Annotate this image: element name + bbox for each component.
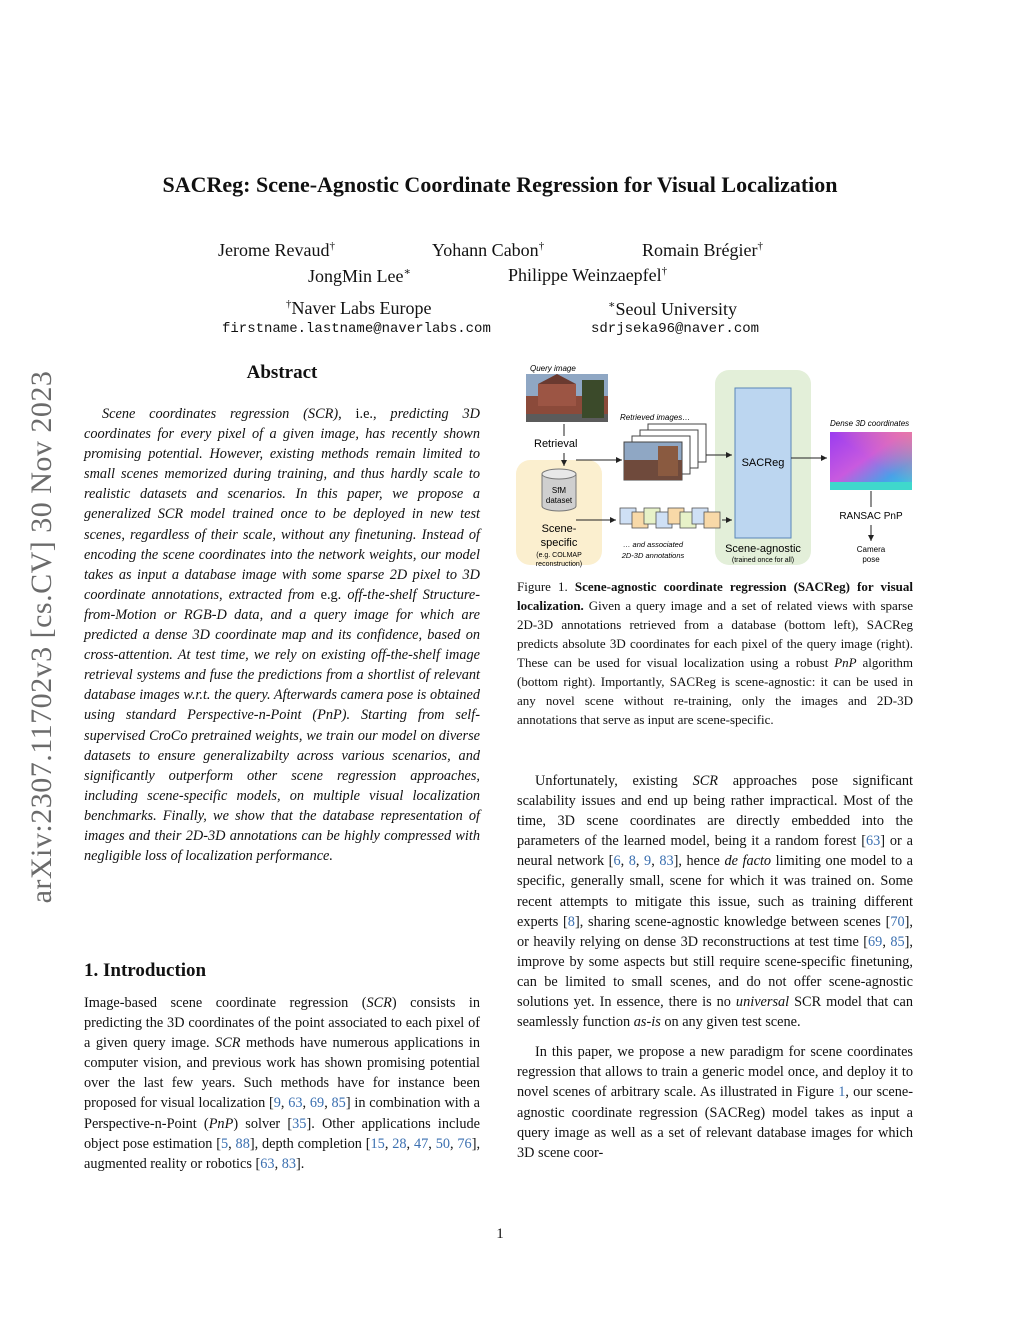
paragraph-in-this-paper: In this paper, we propose a new paradigm for scene coordinates regression that allows to train a generic model once, and deploy it to novel scenes of arbitrary scale. As illustrated in Figure 1, our scene-agnostic coordinate regression (SACReg) model takes as input a query image as well as a set of relevant database images for which 3D scene coor- <box>517 1044 913 1161</box>
label-pose: pose <box>862 555 880 564</box>
intro-paragraph: Image-based scene coordinate regression (SCR) consists in predicting the 3D coordinates of the point associated to each pixel of a given query image. SCR methods have numerous applications in computer vision, and previous work has shown promising potential over the last few years. Such methods have for instance been proposed for visual localization [9, 63, 69, 85] in combination with a Perspective-n-Point (PnP) solver [35]. Other applications include object pose estimation [5, 88], depth completion [15, 28, 47, 50, 76], augmented reality or robotics [63, 83]. <box>84 995 481 1172</box>
label-dataset: dataset <box>545 496 573 505</box>
label-ransac-pnp: RANSAC PnP <box>839 511 903 522</box>
page-number: 1 <box>496 1226 504 1242</box>
label-sfm: SfM <box>551 486 567 495</box>
paper-title: SACReg: Scene-Agnostic Coordinate Regression for Visual Localization <box>162 172 838 197</box>
label-retrieved-images: Retrieved images… <box>620 413 691 422</box>
intro-heading: 1. Introduction <box>84 960 207 981</box>
label-trained-once: (trained once for all) <box>731 557 795 564</box>
arxiv-stamp: arXiv:2307.11702v3 [cs.CV] 30 Nov 2023 <box>25 370 58 904</box>
paragraph-unfortunately: Unfortunately, existing SCR approaches pose significant scalability issues and end up being rather impractical. Most of the time, 3D scene coordinates are directly embedded into the parameters of the learned model, being it a random forest [63] or a neural network [6, 8, 9, 83], hence de facto limiting one model to a specific, generally small, scene for which it was trained on. Some recent attempts to mitigate this issue, such as training different experts [8], sharing scene-agnostic knowledge between scenes [70], or heavily relying on dense 3D reconstructions at test time [69, 85], improve by some aspects but still require scene-specific finetuning, can be limited to small scenes, and do not offer scene-agnostic solutions yet. In essence, there is no universal SCR model that can seamlessly function as-is on any given test scene. <box>517 773 913 1031</box>
author-yohann-cabon: Yohann Cabon† <box>432 240 545 260</box>
label-annotations: 2D-3D annotations <box>621 551 685 560</box>
label-specific: specific <box>540 537 578 549</box>
right-column-text <box>517 771 913 1163</box>
author-jongmin-lee: JongMin Lee∗ <box>308 266 411 286</box>
dense-3d-map <box>830 432 912 490</box>
label-sacreg: SACReg <box>741 457 785 469</box>
label-scene: Scene- <box>541 523 577 535</box>
affiliation-naver: †Naver Labs Europe <box>286 298 432 318</box>
label-colmap: (e.g. COLMAP <box>536 552 582 559</box>
label-associated: … and associated <box>622 540 684 549</box>
label-dense-3d: Dense 3D coordinates <box>830 419 910 428</box>
abstract-text: Scene coordinates regression (SCR), i.e., predicting 3D coordinates for every pixel of a given image, has recently shown promising potential. However, existing methods remain limited to small scenes memorized during training, and thus hardly scale to realistic datasets and scenarios. In this paper, we propose a generalized SCR model trained once to be deployed in new test scenes, regardless of their scale, without any finetuning. Instead of encoding the scene coordinates into the network weights, our model takes as input a database image with some sparse 2D pixel to 3D coordinate annotations, extracted from e.g. off-the-shelf Structure-from-Motion or RGB-D data, and a query image for which are predicted a dense 3D coordinate map and its confidence, based on cross-attention. At test time, we rely on existing off-the-shelf image retrieval systems and fuse the predictions from a shortlist of relevant database images w.r.t. the query. Afterwards camera pose is obtained using standard Perspective-n-Point (PnP). Starting from self-supervised CroCo pretrained weights, we train our model on diverse datasets to ensure generalizabilty across various scenarios, and significantly outperform other scene regression approaches, including scene-specific models, on multiple visual localization benchmarks. Finally, we show that the database representation of images and their 2D-3D annotations can be highly compressed with negligible loss of localization performance. <box>84 406 481 865</box>
label-reconstruction: reconstruction) <box>535 561 583 568</box>
label-retrieval: Retrieval <box>534 438 578 450</box>
annotation-cards <box>620 508 720 528</box>
email-naver: firstname.lastname@naverlabs.com <box>222 321 491 337</box>
figure-1-caption: Figure 1. Scene-agnostic coordinate regression (SACReg) for visual localization. Given a query image and a set of related views with sparse 2D-3D annotations retrieved from a database (bottom left), SACReg predicts absolute 3D coordinates for each pixel of the query image (right). These can be used for visual localization using a robust PnP algorithm (bottom right). Importantly, SACReg is scene-agnostic: it can be used in any novel scene without re-training, only the images and 2D-3D annotations that serve as input are scene-specific. <box>517 579 913 727</box>
query-image-thumbnail <box>526 374 608 422</box>
label-scene-agnostic: Scene-agnostic <box>725 543 801 555</box>
label-query-image: Query image <box>530 364 576 373</box>
author-romain-bregier: Romain Brégier† <box>642 240 763 260</box>
figure-1-diagram <box>512 360 917 575</box>
email-seoul: sdrjseka96@naver.com <box>591 321 760 337</box>
author-jerome-revaud: Jerome Revaud† <box>218 240 335 260</box>
abstract-heading: Abstract <box>246 362 318 383</box>
affiliation-seoul: ∗Seoul University <box>608 299 737 319</box>
label-camera: Camera <box>856 545 886 554</box>
author-philippe-weinzaepfel: Philippe Weinzaepfel† <box>508 265 668 285</box>
retrieved-images-stack <box>624 424 706 480</box>
